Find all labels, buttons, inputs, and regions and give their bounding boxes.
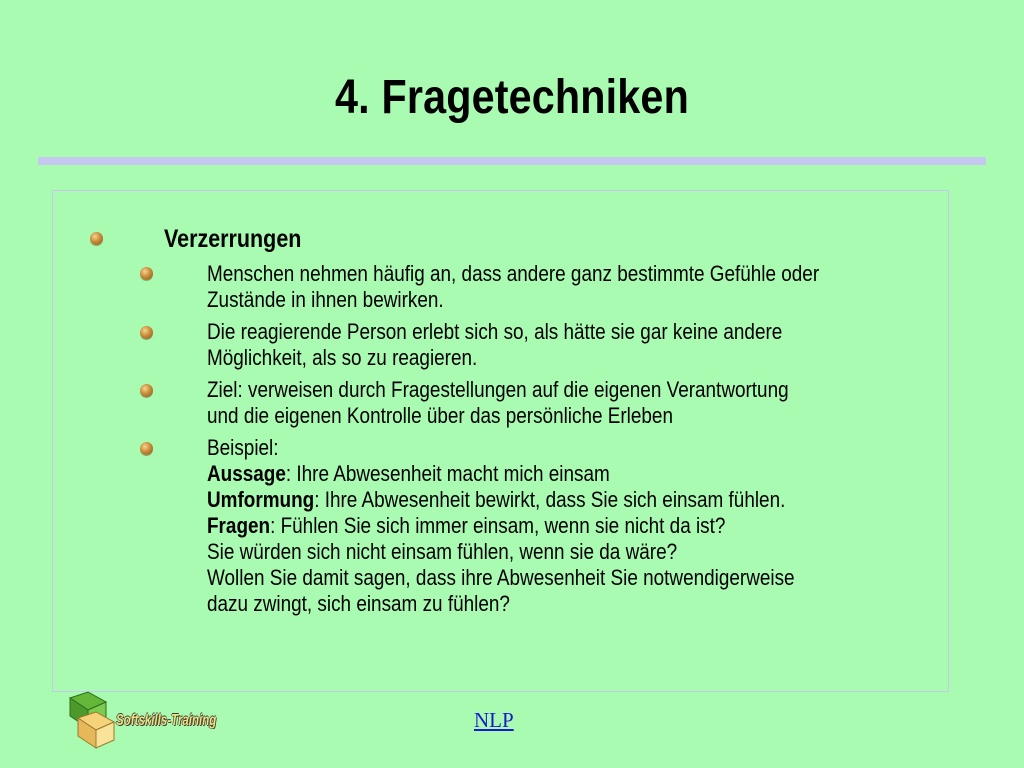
- list-item-line: Menschen nehmen häufig an, dass andere ganz bestimmte Gefühle oder: [207, 261, 820, 286]
- list-item-line: Möglichkeit, als so zu reagieren.: [207, 345, 478, 370]
- list-item-line: Zustände in ihnen bewirken.: [207, 287, 444, 312]
- nlp-link[interactable]: NLP: [474, 708, 514, 732]
- fragen-text: : Fühlen Sie sich immer einsam, wenn sie nicht da ist?: [270, 513, 726, 538]
- example-intro: Beispiel:: [207, 435, 279, 460]
- list-item-line: Die reagierende Person erlebt sich so, als hätte sie gar keine andere: [207, 319, 783, 344]
- bullet-icon: [140, 384, 153, 397]
- example-aussage: [207, 461, 795, 487]
- bullet-icon: [140, 267, 153, 280]
- bullet-icon: [140, 326, 153, 339]
- list-item: [207, 319, 782, 371]
- list-item: [207, 261, 819, 313]
- example-umformung: [207, 487, 795, 513]
- aussage-label: Aussage: [207, 461, 286, 486]
- bullet-icon: [140, 442, 153, 455]
- example-line: dazu zwingt, sich einsam zu fühlen?: [207, 591, 510, 616]
- section-heading: Verzerrungen: [164, 225, 302, 253]
- bullet-icon: [90, 232, 103, 245]
- aussage-text: : Ihre Abwesenheit macht mich einsam: [285, 461, 610, 486]
- list-item-line: Ziel: verweisen durch Fragestellungen auf die eigenen Verantwortung: [207, 377, 789, 402]
- logo-text: Softskills-Training: [116, 712, 217, 729]
- umformung-label: Umformung: [207, 487, 315, 512]
- fragen-label: Fragen: [207, 513, 271, 538]
- title-divider: [38, 157, 986, 165]
- example-item: [207, 435, 795, 617]
- list-item-line: und die eigenen Kontrolle über das persönliche Erleben: [207, 403, 673, 428]
- example-fragen: [207, 513, 795, 539]
- slide-title: 4. Fragetechniken: [335, 71, 689, 124]
- list-item: [207, 377, 789, 429]
- example-line: Wollen Sie damit sagen, dass ihre Abwesenheit Sie notwendigerweise: [207, 565, 795, 590]
- umformung-text: : Ihre Abwesenheit bewirkt, dass Sie sich einsam fühlen.: [314, 487, 786, 512]
- example-line: Sie würden sich nicht einsam fühlen, wenn sie da wäre?: [207, 539, 678, 564]
